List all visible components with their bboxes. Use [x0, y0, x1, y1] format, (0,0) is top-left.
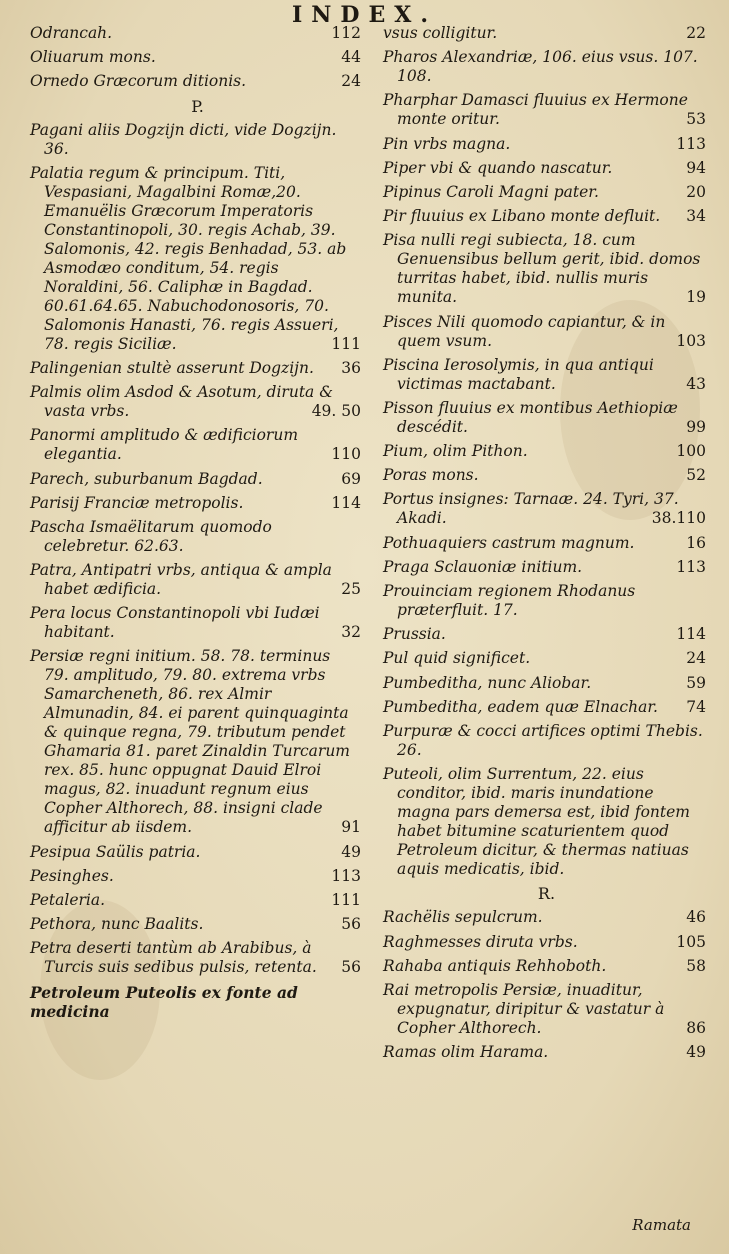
- entry-page: 25: [341, 580, 361, 599]
- index-entry: [383, 442, 710, 461]
- entry-text: Pesipua Saülis patria.: [30, 842, 201, 861]
- catchword: Ramata: [632, 1216, 691, 1234]
- entry-page: 99: [686, 417, 706, 436]
- entry-page: 22: [686, 24, 706, 42]
- entry-page: 49: [341, 842, 361, 861]
- section-letter: R.: [537, 884, 556, 904]
- entry-text: Pethora, nunc Baalits.: [30, 915, 204, 934]
- entry-page: 34: [686, 207, 706, 226]
- entry-text: Rai metropolis Persiæ, inuaditur, expugnatur, diripitur & vastatur à Copher Althorech.: [383, 980, 665, 1037]
- index-entry: [30, 24, 365, 43]
- entry-text: Palmis olim Asdod & Asotum, diruta & vasta vrbs.: [30, 383, 334, 421]
- entry-page: 56: [341, 915, 361, 934]
- entry-page: 49. 50: [311, 402, 361, 421]
- entry-text: Pipinus Caroli Magni pater.: [383, 182, 599, 201]
- entry-text: Palingenian stultè asserunt Dogzijn.: [30, 358, 314, 377]
- entry-page: 16: [686, 533, 706, 552]
- entry-text: Petra deserti tantùm ab Arabibus, à Turcis suis sedibus pulsis, retenta.: [30, 939, 317, 977]
- entry-text: Pumbeditha, nunc Aliobar.: [383, 673, 592, 692]
- entry-text: Rachëlis sepulcrum.: [383, 908, 543, 927]
- entry-page: 20: [686, 182, 706, 201]
- entry-page: 105: [676, 932, 706, 951]
- index-entry: [383, 313, 710, 351]
- entry-text: Persiæ regni initium. 58. 78. terminus 79. amplitudo, 79. 80. extrema vrbs Samarcheneth, 86. rex Almir Almunadin, 84. ei parent quinquaginta & quinque regna, 79. tributum pendet Ghamaria 81. paret Zinaldin Turcarum rex. 85. hunc oppugnat Dauid Elroi magus, 82. inuadunt regnum eius Copher Althorech, 88. insigni clade afficitur ab iisdem.: [30, 647, 350, 837]
- entry-text: vsus colligitur.: [383, 24, 498, 42]
- entry-text: Puteoli, olim Surrentum, 22. eius conditor, ibid. maris inundatione magna pars demersa est, ibid fontem habet bitumine scaturientem quod Petroleum dicitur, & thermas natiuas aquis medicatis, ibid.: [383, 765, 691, 879]
- entry-page: 113: [676, 557, 706, 576]
- entry-page: 94: [686, 158, 706, 177]
- entry-page: 59: [686, 673, 706, 692]
- entry-page: 114: [331, 493, 361, 512]
- index-entry: [383, 765, 710, 879]
- entry-text: Prouinciam regionem Rhodanus præterfluit. 17.: [383, 582, 636, 619]
- index-entry: [30, 164, 365, 354]
- left-column: [30, 24, 365, 1026]
- entry-text: Raghmesses diruta vrbs.: [383, 932, 578, 951]
- entry-page: 112: [331, 24, 361, 42]
- entry-text: Oliuarum mons.: [30, 48, 156, 67]
- index-entry: [30, 518, 365, 556]
- entry-page: 86: [686, 1018, 706, 1037]
- index-entry: [383, 981, 710, 1038]
- entry-text: Pesinghes.: [30, 866, 114, 885]
- index-entry: [30, 121, 365, 159]
- index-entry: [30, 604, 365, 642]
- entry-text: Pascha Ismaëlitarum quomodo celebretur. 62.63.: [30, 517, 272, 555]
- index-entry: [383, 625, 710, 644]
- entry-text: Pagani aliis Dogzijn dicti, vide Dogzijn. 36.: [30, 120, 337, 158]
- entry-page: 58: [686, 956, 706, 975]
- entry-page: 111: [331, 891, 361, 909]
- entry-page: 52: [686, 466, 706, 485]
- entry-text: Poras mons.: [383, 466, 479, 485]
- entry-text: Ornedo Græcorum ditionis.: [30, 72, 247, 91]
- index-entry: [383, 582, 710, 620]
- entry-page: 56: [341, 958, 361, 977]
- entry-page: 24: [341, 72, 361, 91]
- entry-text: Pharos Alexandriæ, 106. eius vsus. 107. 108.: [383, 48, 698, 86]
- entry-text: Pisson fluuius ex montibus Aethiopiæ descédit.: [383, 398, 678, 436]
- entry-page: 49: [686, 1043, 706, 1062]
- index-entry: [383, 490, 710, 528]
- index-entry: [30, 647, 365, 837]
- index-entry: [30, 843, 365, 862]
- index-entry: [383, 24, 710, 43]
- index-entry: [30, 561, 365, 599]
- entry-text: Prussia.: [383, 625, 446, 644]
- index-entry: [383, 48, 710, 86]
- entry-text: Pir fluuius ex Libano monte defluit.: [383, 207, 661, 226]
- entry-text: Pera locus Constantinopoli vbi Iudæi habitant.: [30, 604, 320, 642]
- entry-text: Pisa nulli regi subiecta, 18. cum Genuensibus bellum gerit, ibid. domos turritas habet, ibid. nullis muris munita.: [383, 231, 701, 307]
- entry-text: Pium, olim Pithon.: [383, 442, 528, 461]
- index-entry: [30, 915, 365, 934]
- entry-page: 91: [341, 818, 361, 837]
- index-entry: [30, 494, 365, 513]
- page-header: INDEX.: [292, 2, 437, 28]
- entry-page: 113: [676, 134, 706, 153]
- entry-text: Panormi amplitudo & ædificiorum elegantia.: [30, 426, 299, 464]
- index-entry: [383, 908, 710, 927]
- entry-page: 74: [686, 697, 706, 716]
- index-entry: [30, 383, 365, 421]
- entry-text: Praga Sclauoniæ initium.: [383, 557, 583, 576]
- index-entry: [383, 91, 710, 129]
- index-entry: [383, 399, 710, 437]
- index-entry: [383, 1043, 710, 1062]
- index-entry: [383, 674, 710, 693]
- entry-page: 111: [331, 334, 361, 353]
- entry-text: Pin vrbs magna.: [383, 134, 511, 153]
- entry-page: 113: [331, 866, 361, 885]
- entry-text: Petaleria.: [30, 891, 106, 909]
- entry-page: 44: [341, 48, 361, 67]
- entry-page: 24: [686, 649, 706, 668]
- index-entry: [383, 957, 710, 976]
- index-entry: [30, 470, 365, 489]
- index-entry: [383, 466, 710, 485]
- entry-page: 19: [686, 288, 706, 307]
- index-entry: [30, 939, 365, 977]
- index-entry: [30, 891, 365, 910]
- index-entry: [30, 426, 365, 464]
- entry-page: 32: [341, 623, 361, 642]
- entry-page: 36: [341, 358, 361, 377]
- index-entry: [383, 933, 710, 952]
- index-entry: [383, 534, 710, 553]
- index-entry: [383, 356, 710, 394]
- index-entry: [383, 722, 710, 760]
- entry-page: 100: [676, 442, 706, 461]
- entry-text: Pisces Nili quomodo capiantur, & in quem vsum.: [383, 312, 666, 350]
- index-entry: [30, 72, 365, 91]
- entry-text: Palatia regum & principum. Titi, Vespasiani, Magalbini Romæ,20. Emanuëlis Græcorum Imperatoris Constantinopoli, 30. regis Achab, 39. Salomonis, 42. regis Benhadad, 53. ab Asmodæo conditum, 54. regis Noraldini, 56. Caliphæ in Bagdad. 60.61.64.65. Nabuchodonosoris, 70. Salomonis Hanasti, 76. regis Assueri, 78. regis Siciliæ.: [30, 163, 347, 353]
- entry-page: 110: [331, 445, 361, 464]
- index-entry: [30, 867, 365, 886]
- entry-text: Pharphar Damasci fluuius ex Hermone monte oritur.: [383, 91, 688, 129]
- entry-text: Piper vbi & quando nascatur.: [383, 158, 613, 177]
- index-entry: [383, 159, 710, 178]
- entry-text: Pothuaquiers castrum magnum.: [383, 533, 635, 552]
- index-entry: [383, 183, 710, 202]
- index-entry: [383, 135, 710, 154]
- right-column: [383, 24, 710, 1067]
- index-entry-continued: Petroleum Puteolis ex fonte ad medicina: [30, 982, 298, 1021]
- entry-text: Ramas olim Harama.: [383, 1043, 549, 1062]
- entry-page: 38.110: [651, 509, 706, 528]
- entry-page: 103: [676, 331, 706, 350]
- entry-page: 46: [686, 908, 706, 927]
- index-entry: [383, 231, 710, 307]
- entry-text: Pumbeditha, eadem quæ Elnachar.: [383, 697, 658, 716]
- index-entry: [383, 649, 710, 668]
- entry-text: Purpuræ & cocci artifices optimi Thebis. 26.: [383, 721, 703, 759]
- entry-text: Parech, suburbanum Bagdad.: [30, 469, 263, 488]
- section-letter: P.: [191, 96, 204, 116]
- entry-page: 69: [341, 469, 361, 488]
- entry-page: 43: [686, 374, 706, 393]
- index-entry: [383, 207, 710, 226]
- index-entry: [383, 698, 710, 717]
- entry-text: Portus insignes: Tarnaæ. 24. Tyri, 37. Akadi.: [383, 490, 679, 528]
- entry-page: 53: [686, 110, 706, 129]
- entry-text: Pul quid significet.: [383, 649, 531, 668]
- entry-text: Parisij Franciæ metropolis.: [30, 493, 244, 512]
- index-entry: [30, 48, 365, 67]
- index-entry: [30, 359, 365, 378]
- entry-text: Piscina Ierosolymis, in qua antiqui victimas mactabant.: [383, 355, 654, 393]
- entry-text: Rahaba antiquis Rehhoboth.: [383, 956, 607, 975]
- entry-text: Patra, Antipatri vrbs, antiqua & ampla habet ædificia.: [30, 561, 332, 599]
- entry-page: 114: [676, 625, 706, 644]
- entry-text: Odrancah.: [30, 24, 113, 42]
- index-entry: [383, 558, 710, 577]
